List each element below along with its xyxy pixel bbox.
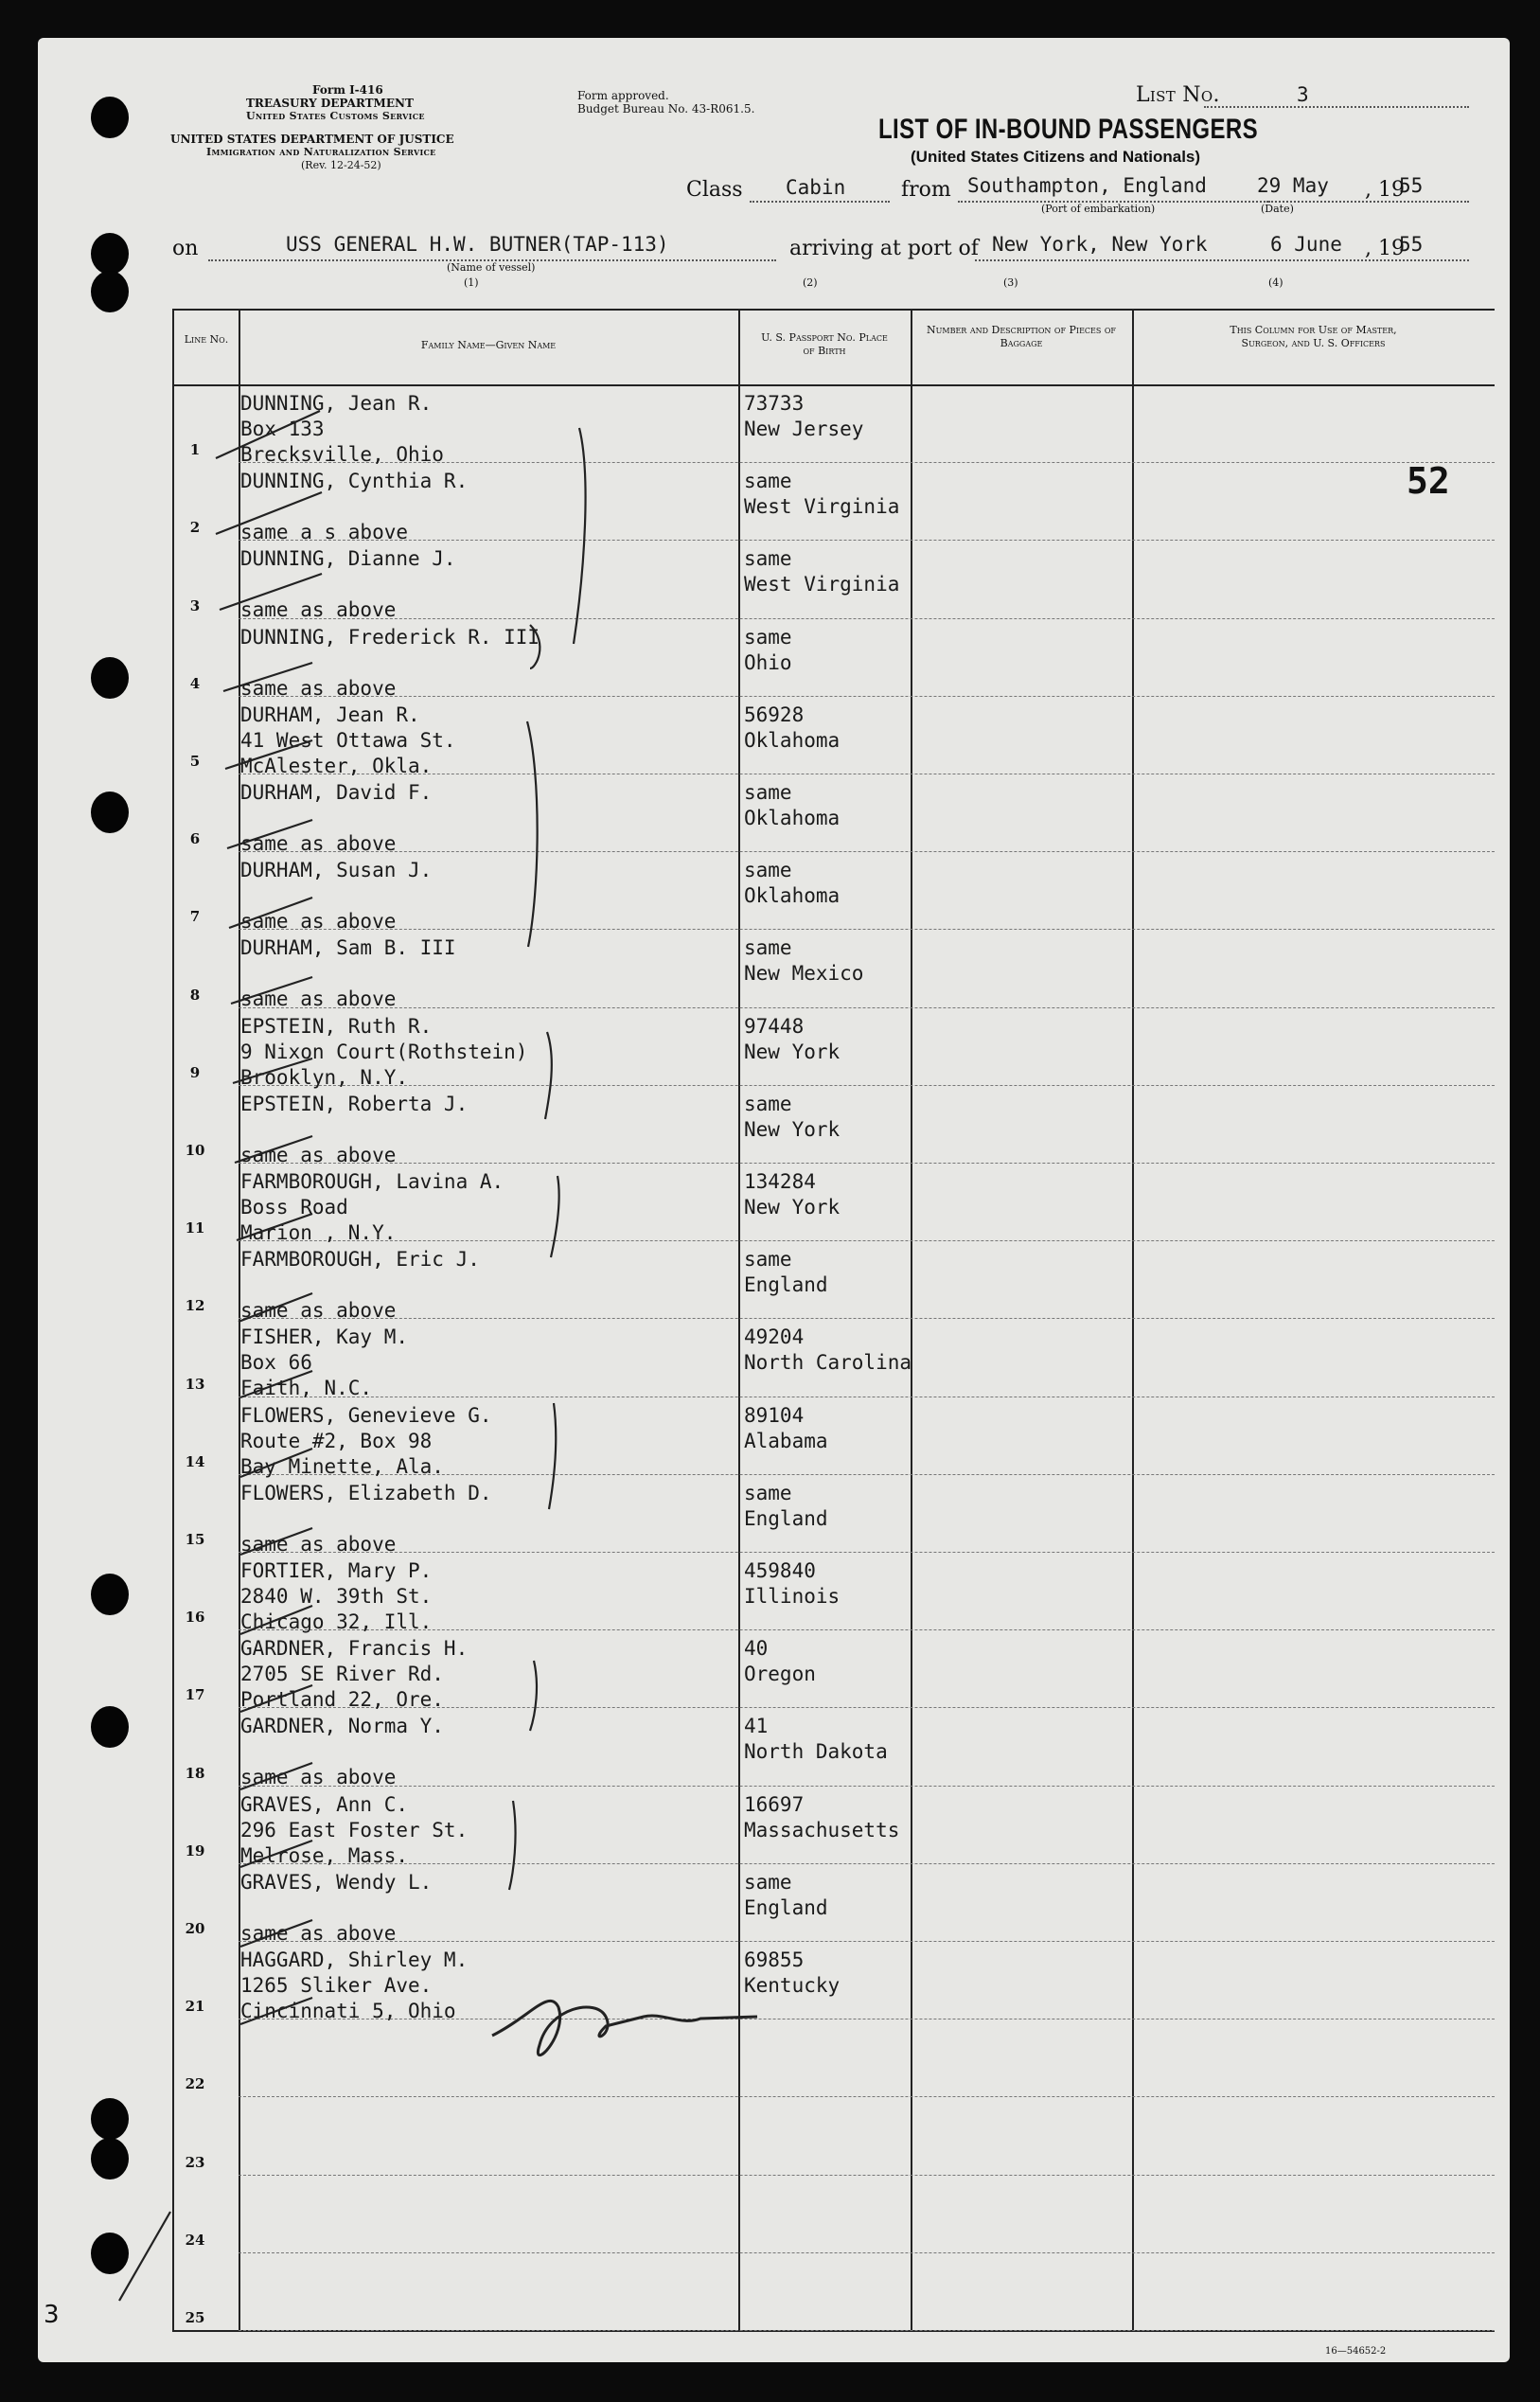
passenger-name: GRAVES, Ann C. xyxy=(240,1792,409,1816)
passport-number: 73733 xyxy=(744,392,805,415)
embark-year-prefix: , 19 xyxy=(1365,178,1405,202)
passenger-name: FARMBOROUGH, Eric J. xyxy=(240,1248,480,1272)
passport-number: 134284 xyxy=(744,1170,816,1193)
passport-number: same xyxy=(744,1248,792,1272)
passenger-address-line: 296 East Foster St. xyxy=(240,1818,469,1842)
passenger-address-line: same as above xyxy=(240,987,397,1011)
place-of-birth: Oklahoma xyxy=(744,807,841,829)
passenger-address-line: same as above xyxy=(240,1143,397,1166)
passport-number: same xyxy=(744,1481,792,1504)
place-of-birth: England xyxy=(744,1506,828,1530)
port-embark-caption: (Port of embarkation) xyxy=(1041,203,1156,215)
passenger-name: DUNNING, Jean R. xyxy=(240,392,433,415)
place-of-birth: New York xyxy=(744,1196,841,1219)
col-header-line-no: Line No. xyxy=(184,333,229,346)
passenger-name: DUNNING, Dianne J. xyxy=(240,547,456,571)
passenger-address-line: Box 66 xyxy=(240,1351,312,1375)
line-number: 5 xyxy=(189,753,201,770)
list-no-label: List No. xyxy=(1136,83,1220,107)
embark-date: 29 May xyxy=(1257,174,1329,197)
passenger-address-line: same as above xyxy=(240,1532,397,1556)
passenger-address-line: same as above xyxy=(240,1299,397,1323)
passenger-address-line: Box 133 xyxy=(240,418,325,440)
handwritten-marks xyxy=(38,38,1510,2362)
col-header-baggage: Number and Description of Pieces of Baggage xyxy=(927,324,1116,349)
passenger-name: DUNNING, Cynthia R. xyxy=(240,470,469,493)
passport-number: 459840 xyxy=(744,1559,816,1582)
passport-number: 40 xyxy=(744,1637,769,1661)
caption-1: (1) xyxy=(464,276,479,289)
from-value: Southampton, England xyxy=(967,174,1207,197)
line-number: 21 xyxy=(185,1998,205,2016)
class-value: Cabin xyxy=(786,176,846,199)
bracket-mark xyxy=(549,1403,556,1509)
passenger-address-line: same a s above xyxy=(240,521,409,544)
dept-justice: UNITED STATES DEPARTMENT OF JUSTICE xyxy=(170,133,454,146)
line-number: 15 xyxy=(185,1531,205,1548)
line-number: 16 xyxy=(185,1609,205,1627)
passenger-name: FLOWERS, Elizabeth D. xyxy=(240,1481,492,1504)
vessel-name: USS GENERAL H.W. BUTNER(TAP-113) xyxy=(286,233,669,256)
page-title: LIST OF IN-BOUND PASSENGERS xyxy=(878,114,1259,145)
passenger-name: EPSTEIN, Ruth R. xyxy=(240,1014,433,1038)
passport-number: same xyxy=(744,1092,792,1115)
line-number: 1 xyxy=(189,441,201,459)
budget-bureau: Budget Bureau No. 43-R061.5. xyxy=(577,102,755,116)
passport-number: 41 xyxy=(744,1715,769,1738)
line-number: 20 xyxy=(185,1920,205,1937)
passenger-address-line: same as above xyxy=(240,910,397,934)
passenger-address-line: Faith, N.C. xyxy=(240,1377,373,1400)
place-of-birth: England xyxy=(744,1895,828,1919)
bracket-mark xyxy=(545,1032,552,1119)
passenger-name: FORTIER, Mary P. xyxy=(240,1559,433,1582)
line-number: 7 xyxy=(189,908,201,926)
arrival-date: 6 June xyxy=(1270,233,1342,256)
dept-treasury: TREASURY DEPARTMENT xyxy=(246,97,414,110)
passenger-address-line: 2705 SE River Rd. xyxy=(240,1663,444,1686)
arriving-label: arriving at port of xyxy=(789,237,979,260)
place-of-birth: North Dakota xyxy=(744,1740,888,1764)
place-of-birth: Ohio xyxy=(744,650,792,674)
passport-number: same xyxy=(744,859,792,882)
line-number: 6 xyxy=(189,830,201,848)
passport-number: same xyxy=(744,625,792,649)
passenger-name: DUNNING, Frederick R. III xyxy=(240,625,540,649)
caption-4: (4) xyxy=(1268,276,1283,289)
line-number: 4 xyxy=(189,674,201,692)
passenger-name: GRAVES, Wendy L. xyxy=(240,1870,433,1894)
line-number: 3 xyxy=(189,596,201,614)
page-subtitle: (United States Citizens and Nationals) xyxy=(911,148,1201,166)
place-of-birth: New Mexico xyxy=(744,962,864,986)
passenger-name: FARMBOROUGH, Lavina A. xyxy=(240,1170,504,1193)
place-of-birth: Illinois xyxy=(744,1585,841,1608)
bracket-mark xyxy=(574,428,586,644)
page-corner-number: 3 xyxy=(44,2301,60,2329)
place-of-birth: New Jersey xyxy=(744,418,864,440)
line-number: 18 xyxy=(185,1764,205,1782)
manifest-page xyxy=(38,38,1510,2362)
passport-number: same xyxy=(744,936,792,960)
class-label: Class xyxy=(686,178,743,202)
passenger-name: GARDNER, Norma Y. xyxy=(240,1715,444,1738)
caption-2: (2) xyxy=(803,276,818,289)
place-of-birth: Alabama xyxy=(744,1429,828,1452)
place-of-birth: North Carolina xyxy=(744,1351,912,1375)
line-number: 14 xyxy=(185,1452,205,1470)
tally-number: 52 xyxy=(1407,460,1450,502)
place-of-birth: West Virginia xyxy=(744,495,900,519)
passenger-address-line: 1265 Sliker Ave. xyxy=(240,1974,433,1997)
passenger-address-line: Melrose, Mass. xyxy=(240,1843,409,1867)
passenger-name: DURHAM, Susan J. xyxy=(240,859,433,882)
passport-number: same xyxy=(744,470,792,493)
passport-number: same xyxy=(744,1870,792,1894)
form-approved: Form approved. xyxy=(577,89,669,102)
passenger-address-line: Marion , N.Y. xyxy=(240,1221,397,1244)
passenger-address-line: same as above xyxy=(240,832,397,855)
passport-number: 56928 xyxy=(744,703,805,726)
place-of-birth: New York xyxy=(744,1117,841,1141)
line-number: 25 xyxy=(185,2309,205,2326)
passenger-name: FLOWERS, Genevieve G. xyxy=(240,1403,492,1427)
dept-ins: Immigration and Naturalization Service xyxy=(206,146,436,158)
place-of-birth: New York xyxy=(744,1040,841,1063)
passenger-address-line: McAlester, Okla. xyxy=(240,754,433,777)
line-number: 11 xyxy=(185,1219,205,1237)
passenger-name: HAGGARD, Shirley M. xyxy=(240,1948,469,1971)
line-number: 9 xyxy=(189,1063,201,1081)
line-number: 2 xyxy=(189,519,201,537)
passenger-name: DURHAM, Sam B. III xyxy=(240,936,456,960)
passenger-address-line: 41 West Ottawa St. xyxy=(240,728,456,752)
place-of-birth: Oregon xyxy=(744,1663,816,1686)
line-number: 12 xyxy=(185,1297,205,1315)
line-number: 10 xyxy=(185,1142,205,1159)
passport-number: 69855 xyxy=(744,1948,805,1971)
passport-number: 16697 xyxy=(744,1792,805,1816)
embark-year: 55 xyxy=(1399,174,1424,197)
passenger-name: DURHAM, David F. xyxy=(240,781,433,804)
arrival-port: New York, New York xyxy=(992,233,1208,256)
passenger-address-line: 2840 W. 39th St. xyxy=(240,1585,433,1608)
bracket-mark xyxy=(551,1176,559,1257)
footer-code: 16—54652-2 xyxy=(1325,2346,1387,2357)
passenger-name: FISHER, Kay M. xyxy=(240,1326,409,1349)
place-of-birth: West Virginia xyxy=(744,573,900,596)
bracket-mark xyxy=(527,721,538,947)
passport-number: 97448 xyxy=(744,1014,805,1038)
passport-number: 49204 xyxy=(744,1326,805,1349)
passenger-address-line: Brecksville, Ohio xyxy=(240,443,444,466)
passport-number: 89104 xyxy=(744,1403,805,1427)
passenger-name: DURHAM, Jean R. xyxy=(240,703,420,726)
passenger-name: EPSTEIN, Roberta J. xyxy=(240,1092,469,1115)
arrival-year-prefix: , 19 xyxy=(1365,237,1405,260)
passenger-address-line: Cincinnati 5, Ohio xyxy=(240,2000,456,2022)
passenger-name: GARDNER, Francis H. xyxy=(240,1637,469,1661)
line-number: 22 xyxy=(185,2075,205,2093)
dept-customs: United States Customs Service xyxy=(246,110,425,122)
passenger-address-line: Brooklyn, N.Y. xyxy=(240,1065,409,1089)
passenger-address-line: same as above xyxy=(240,1921,397,1945)
vessel-caption: (Name of vessel) xyxy=(447,261,536,274)
passenger-address-line: Portland 22, Ore. xyxy=(240,1688,444,1712)
col-header-name: Family Name—Given Name xyxy=(420,339,557,351)
date-caption: (Date) xyxy=(1261,203,1294,215)
passenger-address-line: 9 Nixon Court(Rothstein) xyxy=(240,1040,528,1063)
place-of-birth: England xyxy=(744,1273,828,1297)
col-header-passport: U. S. Passport No. Place of Birth xyxy=(761,331,888,357)
passenger-address-line: Bay Minette, Ala. xyxy=(240,1454,444,1478)
on-label: on xyxy=(172,237,199,260)
place-of-birth: Oklahoma xyxy=(744,728,841,752)
form-revision: (Rev. 12-24-52) xyxy=(301,159,381,171)
line-number: 13 xyxy=(185,1375,205,1393)
passenger-address-line: Route #2, Box 98 xyxy=(240,1429,433,1452)
list-no-value: 3 xyxy=(1297,83,1309,106)
passport-number: same xyxy=(744,781,792,804)
bracket-mark xyxy=(530,625,540,668)
passenger-address-line: same as above xyxy=(240,676,397,700)
place-of-birth: Oklahoma xyxy=(744,884,841,908)
line-number: 17 xyxy=(185,1686,205,1704)
line-number: 8 xyxy=(189,986,201,1004)
from-label: from xyxy=(901,178,951,202)
bracket-mark xyxy=(509,1801,516,1890)
line-number: 23 xyxy=(185,2153,205,2171)
passenger-address-line: Boss Road xyxy=(240,1196,348,1219)
passport-number: same xyxy=(744,547,792,571)
place-of-birth: Kentucky xyxy=(744,1974,841,1997)
passenger-address-line: Chicago 32, Ill. xyxy=(240,1610,433,1633)
arrival-year: 55 xyxy=(1399,233,1424,256)
col-header-officers: This Column for Use of Master, Surgeon, and U. S. Officers xyxy=(1230,324,1397,349)
bracket-mark xyxy=(530,1661,537,1731)
passenger-address-line: same as above xyxy=(240,598,397,622)
form-number: Form I-416 xyxy=(312,83,383,97)
line-number: 19 xyxy=(185,1842,205,1859)
signature-mark xyxy=(492,2001,757,2055)
line-number: 24 xyxy=(185,2231,205,2249)
place-of-birth: Massachusetts xyxy=(744,1818,900,1842)
passenger-address-line: same as above xyxy=(240,1766,397,1789)
caption-3: (3) xyxy=(1003,276,1018,289)
